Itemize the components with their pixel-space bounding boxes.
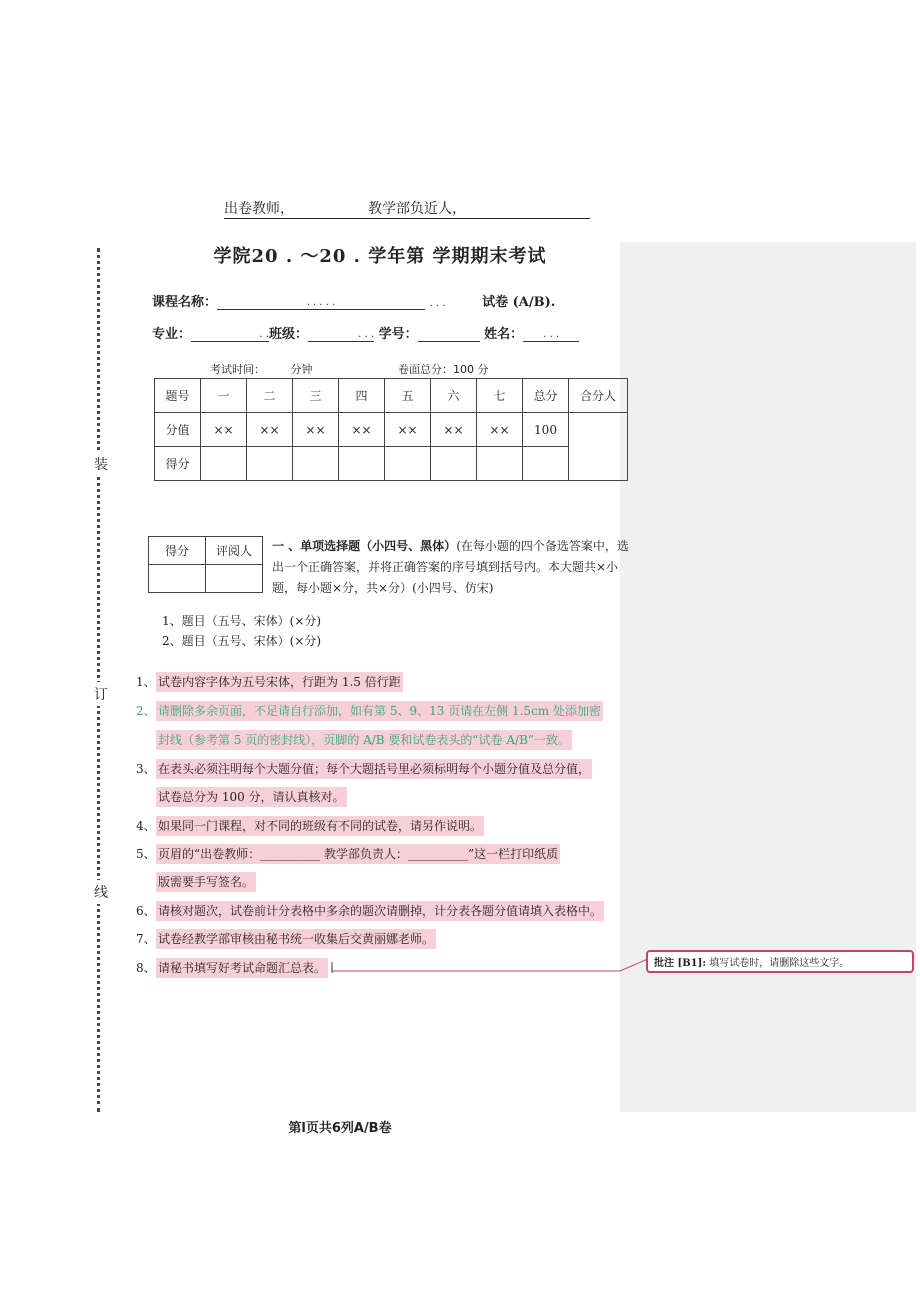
- class-label: 班级：: [269, 327, 309, 342]
- note-item-1: [136, 673, 403, 690]
- major-field[interactable]: . .: [191, 329, 269, 342]
- minutes-label: 分钟: [290, 363, 313, 376]
- score-value-row: [155, 413, 628, 447]
- reviewer-cell[interactable]: [569, 413, 628, 481]
- exam-time-label: 考试时间：: [210, 363, 265, 376]
- score-value-cell: ××: [477, 413, 523, 447]
- note-line: 试卷内容字体为五号宋体，行距为 1.5 倍行距: [156, 672, 403, 692]
- note-number: 6、: [136, 904, 156, 918]
- binding-dotted-line: [97, 248, 100, 1112]
- header-cell: 三: [293, 379, 339, 413]
- section-one-title: 一 、单项选择题（小四号、黑体）: [272, 539, 457, 553]
- header-cell: 二: [247, 379, 293, 413]
- note-item-6: [136, 902, 604, 919]
- comment-connector: [320, 940, 660, 980]
- score-value-cell: ××: [201, 413, 247, 447]
- note-line: 试卷经教学部审核由秘书统一收集后交黄丽娜老师。: [156, 929, 436, 949]
- note-line: 请秘书填写好考试命题汇总表。: [156, 958, 328, 978]
- score-input-cell[interactable]: [339, 447, 385, 481]
- score-input-cell[interactable]: [523, 447, 569, 481]
- header-cell: 合分人: [569, 379, 628, 413]
- note-line: 试卷总分为 100 分，请认真核对。: [156, 787, 347, 807]
- comment-label: 批注 [B1]:: [654, 958, 707, 969]
- page-footer: 第l页共6列A/B卷: [288, 1121, 392, 1136]
- score-input-cell[interactable]: [293, 447, 339, 481]
- student-line: [152, 323, 579, 342]
- comment-pane: [620, 242, 916, 1112]
- judge-score-cell[interactable]: [149, 565, 206, 593]
- judge-table: [148, 536, 263, 593]
- department-head-label: 教学部负近人，: [368, 201, 466, 217]
- student-id-field[interactable]: [418, 329, 480, 342]
- row-label: 分值: [155, 413, 201, 447]
- score-input-cell[interactable]: [247, 447, 293, 481]
- note-number: 5、: [136, 847, 156, 861]
- major-label: 专业：: [152, 327, 192, 342]
- score-value-cell: ××: [385, 413, 431, 447]
- score-input-cell[interactable]: [477, 447, 523, 481]
- note-number: 1、: [136, 675, 156, 689]
- note-line: 在表头必须注明每个大题分值；每个大题括号里必须标明每个小题分值及总分值，: [156, 759, 592, 779]
- score-value-cell: ××: [247, 413, 293, 447]
- section-one-description: (在每小题的四个备选答案中，选出一个正确答案，并将正确答案的序号填到括号内。本大题共×小题，每小题×分，共×分）(小四号、仿宋): [272, 539, 629, 595]
- header-cell: 总分: [523, 379, 569, 413]
- note-number: 4、: [136, 819, 156, 833]
- page-header: [224, 198, 590, 219]
- score-input-cell[interactable]: [201, 447, 247, 481]
- note-line: 如果同一门课程，对不同的班级有不同的试卷，请另作说明。: [156, 816, 484, 836]
- row-label: 得分: [155, 447, 201, 481]
- header-cell: 七: [477, 379, 523, 413]
- total-score-label: 卷面总分：100 分: [398, 363, 489, 376]
- score-table-header-row: [155, 379, 628, 413]
- judge-reviewer-cell[interactable]: [206, 565, 263, 593]
- comment-text: 填写试卷时，请删除这些文字。: [709, 958, 850, 969]
- note-item-8: [136, 959, 328, 976]
- note-number: 8、: [136, 961, 156, 975]
- paper-ab-label: 试卷 (A/B).: [482, 295, 556, 310]
- question-item: 1、题目（五号、宋体）(×分): [162, 614, 322, 628]
- judge-score-header: 得分: [149, 537, 206, 565]
- header-cell: 六: [431, 379, 477, 413]
- question-item: 2、题目（五号、宋体）(×分): [162, 634, 322, 648]
- note-item-3: [136, 760, 592, 777]
- binding-mark-zhuang: 装: [94, 452, 108, 476]
- note-number: 3、: [136, 762, 156, 776]
- name-field[interactable]: . . .: [523, 329, 579, 342]
- score-value-cell: ××: [339, 413, 385, 447]
- note-item-5: [136, 845, 560, 862]
- note-item-2-cont: [156, 731, 572, 748]
- binding-mark-ding: 订: [94, 682, 108, 706]
- score-obtained-row: [155, 447, 628, 481]
- header-cell: 五: [385, 379, 431, 413]
- score-value-cell: ××: [293, 413, 339, 447]
- name-label: 姓名：: [484, 327, 524, 342]
- header-cell: 一: [201, 379, 247, 413]
- total-value-cell: 100: [523, 413, 569, 447]
- course-line: [152, 291, 555, 310]
- note-item-3-cont: [156, 788, 347, 805]
- note-line: 封线（参考第 5 页的密封线），页脚的 A/B 要和试卷表头的“试卷 A/B”一致。: [156, 730, 572, 750]
- student-id-label: 学号：: [378, 327, 418, 342]
- exam-title: 学院20 . ～20 . 学年第 学期期末考试: [213, 246, 547, 267]
- note-line: 版需要手写签名。: [156, 872, 256, 892]
- note-item-2: [136, 702, 603, 719]
- score-input-cell[interactable]: [385, 447, 431, 481]
- header-cell: 题号: [155, 379, 201, 413]
- comment-balloon[interactable]: [646, 950, 914, 973]
- note-line: 请核对题次，试卷前计分表格中多余的题次请删掉，计分表各题分值请填入表格中。: [156, 901, 604, 921]
- note-number: 7、: [136, 932, 156, 946]
- note-line: 页眉的“出卷教师：__________ 教学部负责人：__________”这一栏打印纸质: [156, 844, 560, 864]
- teacher-label: 出卷教师，: [224, 201, 294, 217]
- class-field[interactable]: . . .: [308, 329, 374, 342]
- section-one-heading: [272, 536, 638, 599]
- note-item-5-cont: [156, 873, 256, 890]
- binding-mark-xian: 线: [94, 880, 108, 904]
- score-table: [154, 378, 628, 481]
- course-label: 课程名称：: [152, 295, 218, 310]
- note-number: 2、: [136, 704, 156, 718]
- exam-info: [210, 361, 489, 377]
- score-input-cell[interactable]: [431, 447, 477, 481]
- note-item-4: [136, 817, 484, 834]
- course-name-field[interactable]: . . . . .: [217, 297, 425, 310]
- header-cell: 四: [339, 379, 385, 413]
- course-dots: . . .: [429, 298, 446, 309]
- note-line: 请删除多余页面，不足请自行添加，如有第 5、9、13 页请在左侧 1.5cm 处添加密: [156, 701, 603, 721]
- judge-reviewer-header: 评阅人: [206, 537, 263, 565]
- score-value-cell: ××: [431, 413, 477, 447]
